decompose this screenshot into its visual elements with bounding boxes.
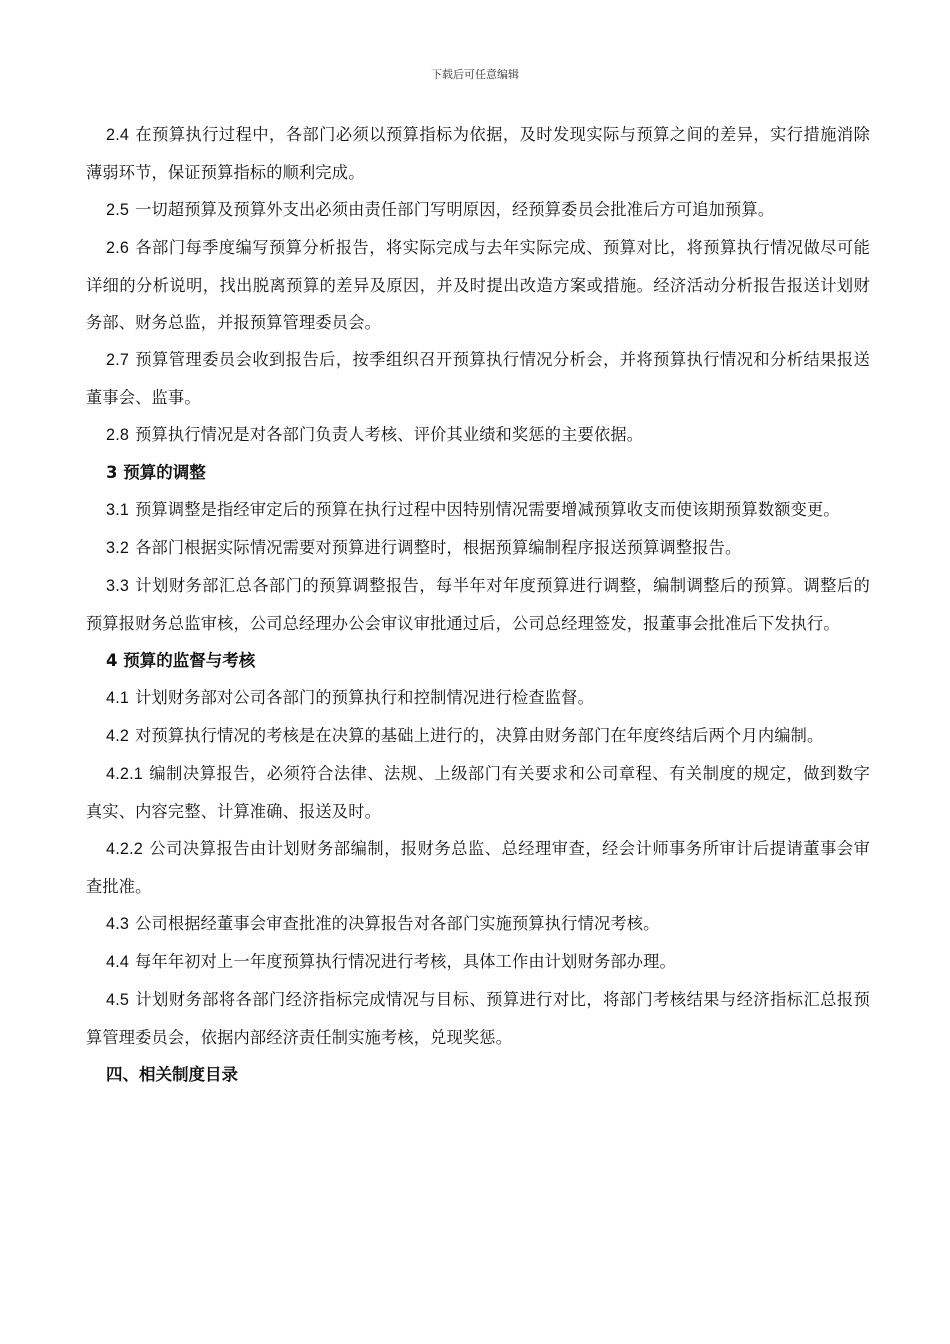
clause-text: 在预算执行过程中，各部门必须以预算指标为依据，及时发现实际与预算之间的差异，实行措施消除薄弱环节，保证预算指标的顺利完成。 [86,125,870,182]
clause-number: 3.3 [106,577,130,595]
clause-number: 2.7 [106,351,130,369]
clause-text: 一切超预算及预算外支出必须由责任部门写明原因，经预算委员会批准后方可追加预算。 [135,200,775,219]
clause-number: 2.4 [106,126,130,144]
clause-number: 4.1 [106,689,130,707]
clause-paragraph [86,491,870,529]
clause-paragraph [86,341,870,416]
clause-paragraph [86,529,870,567]
clause-text: 对预算执行情况的考核是在决算的基础上进行的，决算由财务部门在年度终结后两个月内编制。 [135,726,824,745]
clause-text: 计划财务部对公司各部门的预算执行和控制情况进行检查监督。 [135,688,594,707]
clause-text: 计划财务部将各部门经济指标完成情况与目标、预算进行对比，将部门考核结果与经济指标汇总报预算管理委员会，依据内部经济责任制实施考核，兑现奖惩。 [86,990,870,1047]
clause-paragraph [86,943,870,981]
clause-number: 2.6 [106,239,130,257]
clause-text: 各部门根据实际情况需要对预算进行调整时，根据预算编制程序报送预算调整报告。 [135,538,742,557]
clause-number: 4.5 [106,991,130,1009]
document-body [86,116,870,1093]
clause-text: 预算执行情况是对各部门负责人考核、评价其业绩和奖惩的主要依据。 [135,425,644,444]
clause-paragraph [86,116,870,191]
section-heading: 四、相关制度目录 [106,1065,238,1084]
clause-text: 公司决算报告由计划财务部编制，报财务总监、总经理审查，经会计师事务所审计后提请董事会审查批准。 [86,839,870,896]
clause-paragraph [86,416,870,454]
clause-text: 每年年初对上一年度预算执行情况进行考核，具体工作由计划财务部办理。 [135,952,676,971]
clause-text: 计划财务部汇总各部门的预算调整报告，每半年对年度预算进行调整，编制调整后的预算。调整后的预算报财务总监审核，公司总经理办公会审议审批通过后，公司总经理签发，报董事会批准后下发执行。 [86,576,870,633]
clause-paragraph [86,905,870,943]
clause-paragraph [86,229,870,341]
clause-text: 编制决算报告，必须符合法律、法规、上级部门有关要求和公司章程、有关制度的规定，做到数字真实、内容完整、计算准确、报送及时。 [86,764,870,821]
clause-paragraph [86,981,870,1056]
clause-text: 公司根据经董事会审查批准的决算报告对各部门实施预算执行情况考核。 [135,914,660,933]
section-heading: 3 预算的调整 [106,463,206,482]
clause-number: 4.4 [106,953,130,971]
clause-number: 3.1 [106,501,130,519]
clause-text: 各部门每季度编写预算分析报告，将实际完成与去年实际完成、预算对比，将预算执行情况做尽可能详细的分析说明，找出脱离预算的差异及原因，并及时提出改造方案或措施。经济活动分析报告报送计划财务部、财务总监，并报预算管理委员会。 [86,238,870,332]
clause-paragraph [86,830,870,905]
clause-paragraph [86,567,870,642]
section-heading: 4 预算的监督与考核 [106,651,256,670]
clause-paragraph [86,679,870,717]
clause-number: 4.2.2 [106,840,144,858]
clause-text: 预算调整是指经审定后的预算在执行过程中因特别情况需要增减预算收支而使该期预算数额变更。 [135,500,840,519]
clause-text: 预算管理委员会收到报告后，按季组织召开预算执行情况分析会，并将预算执行情况和分析结果报送董事会、监事。 [86,350,870,407]
clause-paragraph [86,191,870,229]
clause-number: 2.8 [106,426,130,444]
clause-number: 2.5 [106,201,130,219]
clause-number: 4.2 [106,727,130,745]
clause-number: 4.2.1 [106,765,144,783]
clause-paragraph [86,717,870,755]
clause-paragraph [86,755,870,830]
page-header: 下载后可任意编辑 [431,68,519,81]
clause-number: 4.3 [106,915,130,933]
clause-number: 3.2 [106,539,130,557]
